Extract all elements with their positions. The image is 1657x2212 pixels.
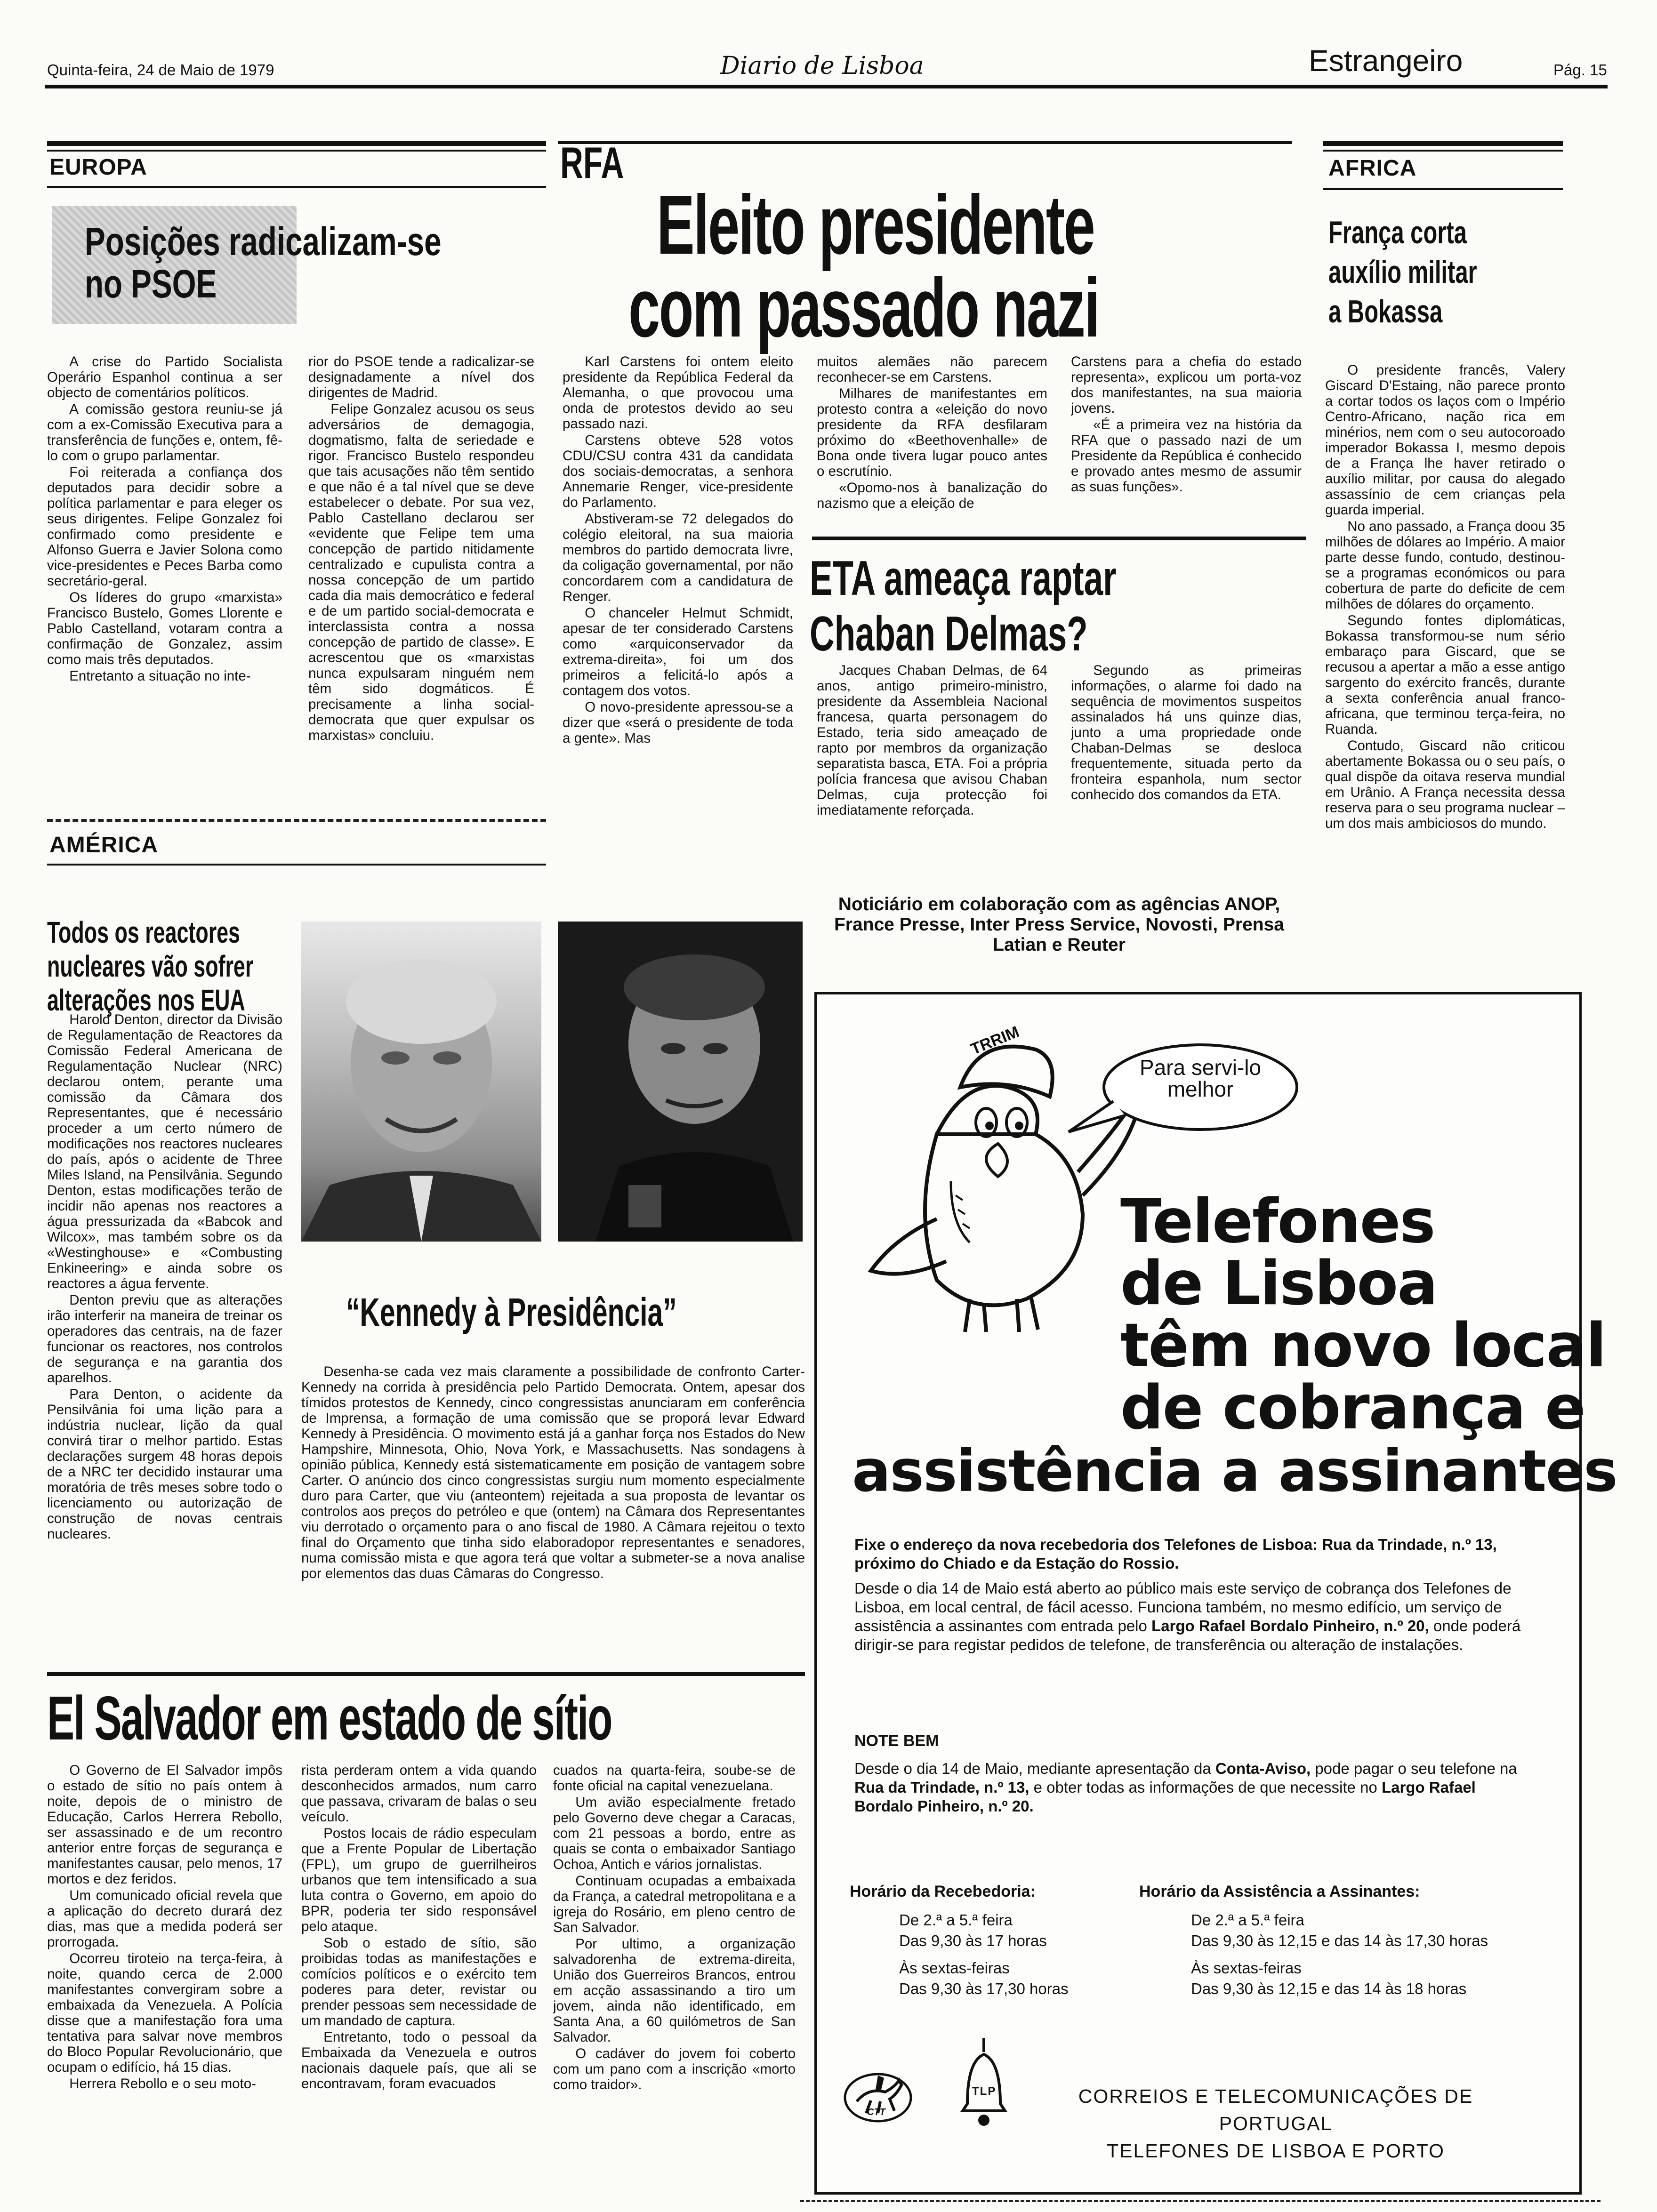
ad-para2-c: onde poderá dirigir-se para registar pedidos de telefone, de transferência ou alteração de instalações. <box>854 1617 1521 1653</box>
ad-headline-line5: assistência a assinantes <box>852 1438 1617 1505</box>
note-d: Rua da Trindade, n.º 13, <box>854 1779 1030 1796</box>
schedule-recebedoria-title: Horário da Recebedoria: <box>850 1883 1036 1900</box>
footer-line1: CORREIOS E TELECOMUNICAÇÕES DE PORTUGAL <box>1078 2085 1473 2134</box>
salvador-col3-p2: Um avião especialmente fretado pelo Governo deve chegar a Caracas, com 21 pessoas a bordo, entre as quais se conta o embaixador Santiago Ochoa, Antich e vários jornalistas. <box>553 1795 796 1872</box>
bell-icon <box>958 2033 1010 2132</box>
bottom-edge-rule <box>800 2200 1601 2202</box>
kennedy-body <box>301 1364 805 1665</box>
america-headline <box>47 915 342 1017</box>
africa-headline-line1: França corta <box>1328 215 1467 250</box>
portrait-icon <box>558 922 803 1242</box>
ad-footer <box>1026 2083 1525 2164</box>
masthead: Diario de Lisboa <box>720 52 924 80</box>
rfa-col1-p4: O chanceler Helmut Schmidt, apesar de ter considerado Carstens como «arquiconservador da extrema-direita», foi um dos primeiros a felicitá-lo após a contagem dos votos. <box>563 605 793 698</box>
rfa-top-rule <box>558 141 1292 144</box>
europa-col2-p2: Felipe Gonzalez acusou os seus adversários de demagogia, dogmatismo, falta de seriedade e rigor. Francisco Bustelo respondeu que tais acusações não têm sentido e que não é a tal nível que se deve estabelecer o debate. Por sua vez, Pablo Castellano declarou ser «evidente que Felipe tem uma concepção de partido nitidamente centralizado e cupulista contra a nossa concepção de um partido cada dia mais democrático e federal e de um partido social-democrata e interclassista contra a nossa concepção de partido de classe». E acrescentou que os «marxistas nunca expulsaram ninguém nem têm sido dogmáticos. É precisamente a linha social-democrata que quer expulsar os marxistas» concluiu. <box>308 401 534 743</box>
sched2-line4: Das 9,30 às 12,15 e das 14 às 18 horas <box>1191 1980 1467 1997</box>
eta-column-2 <box>1071 663 1302 860</box>
rfa-col2-p2: Milhares de manifestantes em protesto contra a «eleição do novo presidente da RFA desfilaram próximo do «Beethovenhalle» de Bona onde tivera lugar pouco antes o escrutínio. <box>817 386 1047 479</box>
africa-label: AFRICA <box>1328 156 1417 181</box>
footer-line2: TELEFONES DE LISBOA E PORTO <box>1107 2140 1445 2162</box>
note-b: Conta-Aviso, <box>1215 1760 1311 1777</box>
america-headline-line3: alterações nos EUA <box>47 983 245 1017</box>
africa-headline-line2: auxílio militar <box>1328 254 1477 290</box>
africa-headline-line3: a Bokassa <box>1328 294 1443 329</box>
eta-headline-line2: Chaban Delmas? <box>810 607 1088 661</box>
issue-date: Quinta-feira, 24 de Maio de 1979 <box>47 61 274 79</box>
salvador-col3-p3: Continuam ocupadas a embaixada da França, a catedral metropolitana e a igreja do Rosário, em pleno centro de San Salvador. <box>553 1873 796 1935</box>
america-p3: Para Denton, o acidente da Pensilvânia foi uma lição para a indústria nuclear, lição da qual convirá tirar o melhor partido. Estas declarações surgem 48 horas depois de a NRC ter decidido instaurar uma moratória de três meses sobre todo o licenciamento ou autorização de construção de novas centrais nucleares. <box>47 1387 282 1542</box>
africa-headline <box>1328 213 1535 331</box>
africa-p2: No ano passado, a França doou 35 milhões de dólares ao Império. A maior parte desse fundo, contudo, destinou-se a programas económicos ou para cobertura de parte do deficite de cem milhões de dólares do orçamento. <box>1325 519 1565 612</box>
europa-headline-line1: Posições radicalizam-se <box>85 219 442 264</box>
page-number: Pág. 15 <box>1553 61 1607 79</box>
africa-p4: Contudo, Giscard não criticou abertamente Bokassa ou o seu país, o qual dispõe da oitava reserva mundial em Urânio. A França necessita dessa reserva para o seu programa nuclear – um dos mais ambiciosos do mundo. <box>1325 738 1565 831</box>
rfa-headline-line1: Eleito presidente <box>657 178 1094 272</box>
ctt-logo-text: CTT <box>867 2107 885 2117</box>
header-rule <box>45 85 1608 88</box>
ad-headline-line4: de cobrança e <box>1120 1373 1585 1443</box>
africa-p3: Segundo fontes diplomáticas, Bokassa transformou-se num sério embaraço para Giscard, que se recusou a apertar a mão a esse antigo sargento do exército francês, durante a sexta conferência anual franco-africana, que terminou terça-feira, no Ruanda. <box>1325 613 1565 737</box>
note-bem-title: NOTE BEM <box>854 1732 939 1750</box>
salvador-column-2 <box>301 1763 537 2181</box>
america-p2: Denton previu que as alterações irão interferir na maneira de treinar os operadores das centrais, na de fazer funcionar os reactores, nos controlos de segurança e na garantia dos aparelhos. <box>47 1292 282 1386</box>
salvador-headline-text: El Salvador em estado de sítio <box>47 1683 612 1753</box>
sched2-line2: Das 9,30 às 12,15 e das 14 às 17,30 horas <box>1191 1932 1488 1949</box>
photo-kennedy <box>558 922 803 1242</box>
eta-column-1 <box>817 663 1047 860</box>
sched1-line1: De 2.ª a 5.ª feira <box>899 1911 1013 1929</box>
salvador-column-1 <box>47 1763 282 2181</box>
salvador-col1-p2: Um comunicado oficial revela que a aplicação do decreto durará dez dias, mas que a medida poderá ser prorrogada. <box>47 1888 282 1950</box>
salvador-col2-p4: Entretanto, todo o pessoal da Embaixada da Venezuela e outros nacionais daquele país, que ali se encontravam, foram evacuados <box>301 2029 537 2092</box>
rfa-bottom-rule <box>812 537 1306 540</box>
rfa-column-3 <box>1071 354 1302 528</box>
rfa-headline <box>628 178 1320 354</box>
europa-top-rule-2 <box>47 150 546 152</box>
note-c: pode pagar o seu telefone na <box>1311 1760 1517 1777</box>
eta-col1-p1: Jacques Chaban Delmas, de 64 anos, antigo primeiro-ministro, presidente da Assembleia Nacional francesa, quarta personagem do Estado, teria sido ameaçado de rapto por membros da organização separatista basca, ETA. Foi a própria polícia francesa que avisou Chaban Delmas, cuja protecção foi imediatamente reforçada. <box>817 663 1047 818</box>
salvador-col2-p2: Postos locais de rádio especulam que a Frente Popular de Libertação (FPL), um grupo de guerrilheiros urbanos que tem intensificado a sua luta contra o Governo, em apoio do BPR, poderia ter sido responsável pelo ataque. <box>301 1826 537 1934</box>
america-headline-line2: nucleares vão sofrer <box>47 949 254 983</box>
kennedy-headline <box>346 1290 819 1335</box>
rfa-col3-p2: «É a primeira vez na história da RFA que o passado nazi de um Presidente da República é conhecido e provado antes mesmo de assumir as suas funções». <box>1071 417 1302 495</box>
section-title: Estrangeiro <box>1309 44 1463 78</box>
america-label-rule <box>47 864 546 866</box>
tlp-logo-text: TLP <box>972 2085 997 2098</box>
europa-label: EUROPA <box>49 155 147 180</box>
rfa-col1-p5: O novo-presidente apressou-se a dizer que «será o presidente de toda a gente». Mas <box>563 699 793 746</box>
rfa-label-text: RFA <box>560 138 624 187</box>
america-p1: Harold Denton, director da Divisão de Regulamentação de Reactores da Comissão Federal Americana de Regulamentação Nuclear (NRC) declarou ontem, perante uma comissão da Câmara dos Representantes, que é necessário proceder a um certo número de modificações nos reactores nucleares do país, após o acidente de Three Miles Island, na Pensilvânia. Segundo Denton, estas modificações terão de incidir não apenas nos reactores a água pressurizada da «Babcok and Wilcox», mas também sobre os da «Westinghouse» e «Combusting Enkineering» e ainda sobre os reactores a água fervente. <box>47 1012 282 1291</box>
sched1-line2: Das 9,30 às 17 horas <box>899 1932 1047 1949</box>
ad-headline-line2: de Lisboa <box>1120 1249 1437 1319</box>
portrait-icon <box>301 922 541 1242</box>
sched1-line3: Às sextas-feiras <box>899 1959 1010 1977</box>
europa-column-2 <box>308 354 534 806</box>
tlp-logo <box>958 2033 1010 2132</box>
sched2-line3: Às sextas-feiras <box>1191 1959 1302 1977</box>
africa-p1: O presidente francês, Valery Giscard D'Estaing, não parece pronto a cortar todos os laços com o Império Centro-Africano, nação rica em minérios, nem com o seu autocoroado imperador Bokassa I, mesmo depois de a França lhe haver retirado o auxílio militar, por causa do alegado assassínio de cem crianças pela guarda imperial. <box>1325 362 1565 518</box>
rfa-col2-p1: muitos alemães não parecem reconhecer-se em Carstens. <box>817 354 1047 385</box>
kennedy-headline-text: “Kennedy à Presidência” <box>346 1290 677 1334</box>
rfa-col1-p3: Abstiveram-se 72 delegados do colégio eleitoral, na sua maioria membros do partido democrata livre, da coligação governamental, por não concordarem com a candidatura de Renger. <box>563 511 793 604</box>
salvador-col3-p4: Por ultimo, a organização salvadorenha de extrema-direita, União dos Guerreiros Brancos, entrou em acção assassinando a tiro um jovem, ainda não identificado, em Santa Ana, a 60 quilómetros de San Salvador. <box>553 1936 796 2045</box>
salvador-col1-p4: Herrera Rebollo e o seu moto- <box>69 2076 256 2092</box>
africa-top-rule <box>1323 141 1563 146</box>
schedule-recebedoria <box>899 1910 1069 1999</box>
ad-headline-line1: Telefones <box>1120 1186 1435 1257</box>
eta-col2-p1: Segundo as primeiras informações, o alarme foi dado na sequência de movimentos suspeitos assinalados há uns quinze dias, junto a uma propriedade onde Chaban-Delmas se desloca frequentemente, situada perto da fronteira espanhola, num sector conhecido dos comandos da ETA. <box>1071 663 1302 802</box>
europa-top-rule <box>47 141 546 146</box>
photo-carter <box>301 922 541 1242</box>
ad-headline-line3: têm novo local <box>1120 1311 1606 1381</box>
europa-col1-p1: A crise do Partido Socialista Operário Espanhol continua a ser objecto de comentários políticos. <box>47 354 282 401</box>
salvador-col1-p1: O Governo de El Salvador impôs o estado de sítio no país ontem à noite, depois de o ministro de Educação, Carlos Herrera Rebollo, ser assassinado e de um recontro anterior entre forças de segurança e manifestantes causar, pelo menos, 17 mortos e dez feridos. <box>47 1763 282 1887</box>
salvador-top-rule <box>47 1672 805 1676</box>
ad-para2-a: Desde o dia 14 de Maio está aberto ao público mais este serviço de cobrança dos Telefones de Lisboa, em local central, de fácil acesso. Funciona também, no mesmo edifício, um serviço de assistência a assinantes com entrada pelo <box>854 1579 1512 1635</box>
africa-top-rule-2 <box>1323 150 1563 152</box>
sched1-line4: Das 9,30 às 17,30 horas <box>899 1980 1069 1997</box>
salvador-column-3 <box>553 1763 796 2181</box>
salvador-col3-p1: cuados na quarta-feira, soube-se de fonte oficial na capital venezuelana. <box>553 1763 796 1794</box>
europa-col1-p5: Entretanto a situação no inte- <box>69 668 251 684</box>
eta-headline <box>810 551 1248 662</box>
eta-headline-line1: ETA ameaça raptar <box>810 551 1117 606</box>
europa-headline-line2: no PSOE <box>85 262 217 306</box>
rfa-col3-p1: Carstens para a chefia do estado representa», explicou um porta-voz dos manifestantes, na sua maioria jovens. <box>1071 354 1302 416</box>
america-top-rule <box>47 819 546 822</box>
europa-headline <box>85 220 542 305</box>
rfa-column-1 <box>563 354 793 806</box>
salvador-col3-p5: O cadáver do jovem foi coberto com um pano com a inscrição «morto como traidor». <box>553 2046 796 2092</box>
ad-para2-address: Largo Rafael Bordalo Pinheiro, n.º 20, <box>1151 1617 1429 1635</box>
africa-column <box>1325 362 1565 979</box>
rfa-headline-line2: com passado nazi <box>628 261 1099 354</box>
note-f: Largo Rafael Bordalo Pinheiro, n.º 20. <box>854 1779 1476 1815</box>
america-label: AMÉRICA <box>49 833 158 858</box>
rfa-col1-p2: Carstens obteve 528 votos CDU/CSU contra 431 da candidata dos sociais-democratas, a senhora Annemarie Renger, vice-presidente do Parlamento. <box>563 433 793 510</box>
africa-label-rule <box>1323 188 1563 190</box>
note-bem-text <box>854 1759 1523 1816</box>
bubble-line2: melhor <box>1167 1077 1234 1101</box>
note-e: e obter todas as informações de que necessite no <box>1029 1779 1382 1796</box>
ad-paragraph-1: Fixe o endereço da nova recebedoria dos Telefones de Lisboa: Rua da Trindade, n.º 13, próximo do Chiado e da Estação do Rossio. <box>854 1536 1497 1572</box>
bubble-line1: Para servi-lo <box>1139 1055 1262 1080</box>
schedule-assistencia <box>1191 1910 1488 1999</box>
schedule-assistencia-title: Horário da Assistência a Assinantes: <box>1139 1883 1420 1900</box>
ad-headline <box>1120 1186 1606 1443</box>
rfa-col2-p3: «Opomo-nos à banalização do nazismo que a eleição de <box>817 480 1047 511</box>
europa-col1-p2: A comissão gestora reuniu-se já com a ex-Comissão Executiva para a transferência de funções e, ontem, fê-lo com o grupo parlamentar. <box>47 401 282 464</box>
america-headline-line1: Todos os reactores <box>47 915 240 949</box>
america-column <box>47 1012 282 1661</box>
salvador-headline <box>47 1683 902 1754</box>
rfa-label <box>560 137 649 188</box>
europa-col2-p1: rior do PSOE tende a radicalizar-se designadamente a nível dos dirigentes de Madrid. <box>308 354 534 401</box>
ctt-logo <box>843 2064 913 2125</box>
bird-cap-text: TRRIM <box>968 1023 1022 1058</box>
ad-paragraph-2 <box>854 1579 1532 1654</box>
salvador-col2-p1: rista perderam ontem a vida quando desconhecidos armados, num carro que passava, crivaram de balas o seu veículo. <box>301 1763 537 1825</box>
kennedy-p1: Desenha-se cada vez mais claramente a possibilidade de confronto Carter-Kennedy na corrida à presidência pelo Partido Democrata. Ontem, apesar dos tímidos protestos de Kennedy, cinco congressistas anunciaram em conferência de Imprensa, a formação de uma comissão que se proporá levar Edward Kennedy à Presidência. O movimento está já a ganhar força nos Estados do New Hampshire, Minnesota, Ohio, Nova York, e Massachusetts. Nas sondagens à opinião pública, Kennedy está sistematicamente em posição de vantagem sobre Carter. O anúncio dos cinco congressistas surgiu num momento especialmente duro para Carter, que viu (anteontem) rejeitada a sua proposta de levantar os controlos aos preços do petróleo e que (ontem) na Câmara dos Representantes viu derrotado o orçamento para o ano fiscal de 1980. A Câmara rejeitou o texto final do Orçamento que tinha sido elaboradopor representantes e senadores, numa comissão mista e que agora terá que voltar a submeter-se a nova analise por elementos das duas Câmaras do Congresso. <box>301 1364 805 1581</box>
salvador-col1-p3: Ocorreu tiroteio na terça-feira, à noite, quando cerca de 2.000 manifestantes convergiram sobre a embaixada da Venezuela. A Polícia disse que a manifestação fora uma tentativa para salvar nove membros do Bloco Popular Revolucionário, que ocupam o edifício, há 15 dias. <box>47 1951 282 2075</box>
agencies-note: Noticiário em colaboração com as agências ANOP, France Presse, Inter Press Service, Novosti, Prensa Latian e Reuter <box>834 894 1284 955</box>
europa-col1-p4: Os líderes do grupo «marxista» Francisco Bustelo, Gomes Llorente e Pablo Castelland, votaram contra a confirmação de Gonzalez, assim como mais três deputados. <box>47 590 282 667</box>
speech-bubble-text <box>1109 1057 1292 1100</box>
europa-column-1 <box>47 354 282 806</box>
rfa-column-2 <box>817 354 1047 528</box>
note-a: Desde o dia 14 de Maio, mediante apresentação da <box>854 1760 1215 1777</box>
europa-col1-p3: Foi reiterada a confiança dos deputados para decidir sobre a política parlamentar e para eleger os seus dirigentes. Felipe Gonzalez foi confirmado como presidente e Alfonso Guerra e Javier Solona como vice-presidentes e Peces Barba como secretário-geral. <box>47 465 282 589</box>
europa-label-rule <box>47 186 546 188</box>
rfa-col1-p1: Karl Carstens foi ontem eleito presidente da República Federal da Alemanha, o que provocou uma onda de protestos devido ao seu passado nazi. <box>563 354 793 432</box>
sched2-line1: De 2.ª a 5.ª feira <box>1191 1911 1304 1929</box>
salvador-col2-p3: Sob o estado de sítio, são proibidas todas as manifestações e comícios políticos e o exército tem poderes para deter, revistar ou prender pessoas sem necessidade de um mandado de captura. <box>301 1935 537 2028</box>
